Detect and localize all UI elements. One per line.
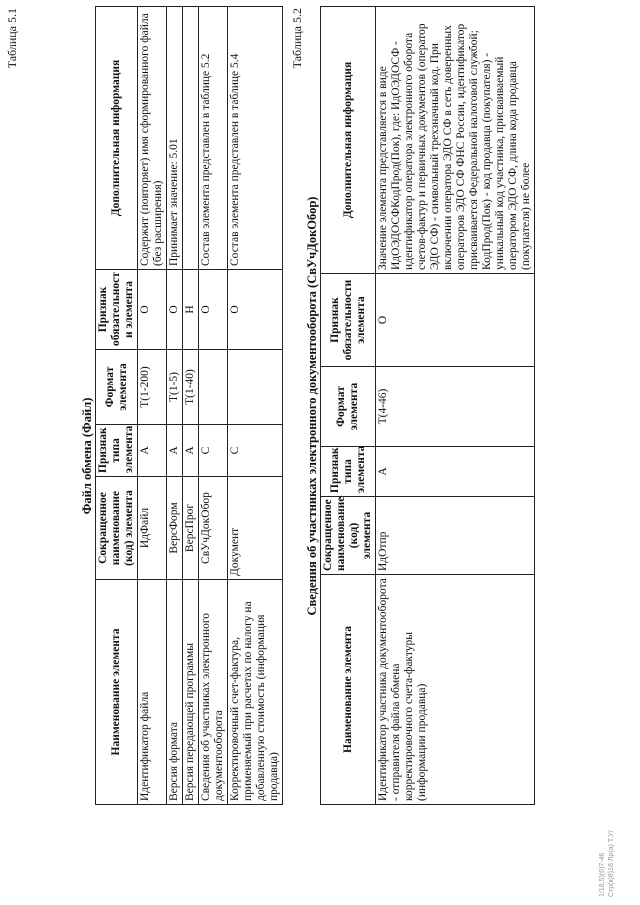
table1-title: Файл обмена (Файл) [80,397,94,515]
element-code: СвУчДокОбор [199,477,228,580]
header-cell: Формат элемента [321,367,376,447]
element-code: Документ [228,477,283,580]
element-name: Идентификатор файла [138,580,167,805]
element-info [183,7,199,270]
header-cell: Наименование элемента [321,575,376,805]
header-cell: Сокращенное наименование (код) элемента [96,477,138,580]
header-cell: Сокращенное наименование (код) элемента [321,497,376,575]
element-type: С [199,425,228,477]
element-format: T(1-200) [138,350,167,425]
element-type: С [228,425,283,477]
footer-line: 1/18,5)(6)7-46 [599,852,606,897]
element-required: Н [183,270,199,350]
element-name: Сведения об участниках электронного документооборота [199,580,228,805]
table1-caption: Таблица 5.1 [5,8,19,69]
element-required: О [228,270,283,350]
element-code: ВерсФорм [167,477,183,580]
table-row [183,7,199,805]
header-cell: Дополнительная информация [321,7,376,274]
element-type: А [376,447,535,497]
element-info: Состав элемента представлен в таблице 5.2 [199,7,228,270]
element-type: А [167,425,183,477]
element-info: Состав элемента представлен в таблице 5.4 [228,7,283,270]
table2-caption: Таблица 5.2 [290,8,304,69]
element-format [199,350,228,425]
element-info: Принимает значение: 5.01 [167,7,183,270]
header-cell: Наименование элемента [96,580,138,805]
element-format: T(1-40) [183,350,199,425]
element-code: ВерсПрог [183,477,199,580]
table-header-row [321,7,376,805]
element-type: А [138,425,167,477]
element-name: Версия формата [167,580,183,805]
footer-line: Стр(к)8)18 Лр(а) Т.У/ [608,830,615,897]
table-row [138,7,167,805]
table-row [199,7,228,805]
element-format: T(1-5) [167,350,183,425]
header-cell: Признак обязательности элемента [321,274,376,367]
table-row [228,7,283,805]
element-name: Версия передающей программы [183,580,199,805]
table2-edo-participants [320,6,535,805]
element-required: О [376,274,535,367]
table-row [376,7,535,805]
header-cell: Признак типа элемента [321,447,376,497]
element-format: T(4-46) [376,367,535,447]
table-header-row [96,7,138,805]
element-required: О [167,270,183,350]
table1-file-exchange [95,6,283,805]
element-info: Содержит (повторяет) имя сформированного файла (без расширения) [138,7,167,270]
element-required: О [199,270,228,350]
element-code: ИдФайл [138,477,167,580]
header-cell: Формат элемента [96,350,138,425]
table2-title: Сведения об участниках электронного документооборота (СвУчДокОбор) [305,196,319,616]
header-cell: Признак обязательност и элемента [96,270,138,350]
element-code: ИдОтпр [376,497,535,575]
element-info: Значение элемента представляется в виде ИдОЭДОСФКодПрод(Пок), где: ИдОЭДОСФ - идентификатор оператора электронного оборота счетов-фактур и первичных документов (оператор ЭДО СФ) - символьный трехзначный код. При включении оператора ЭДО СФ в сеть доверенных операторов ЭДО СФ ФНС России, идентификатор присваивается Федеральной налоговой службой; КодПрод(Пок) - код продавца (покупателя) - уникальный код участника, присваиваемый оператором ЭДО СФ, длина кода продавца (покупателя) не более [376,7,535,274]
header-cell: Признак типа элемента [96,425,138,477]
element-type: А [183,425,199,477]
element-name: Идентификатор участника документооборота - отправителя файла обмена корректировочного счета-фактуры (информации продавца) [376,575,535,805]
table-row [167,7,183,805]
footer-stamp [598,830,616,897]
element-format [228,350,283,425]
element-name: Корректировочный счет-фактура, применяемый при расчетах по налогу на добавленную стоимость (информация продавца) [228,580,283,805]
element-required: О [138,270,167,350]
header-cell: Дополнительная информация [96,7,138,270]
